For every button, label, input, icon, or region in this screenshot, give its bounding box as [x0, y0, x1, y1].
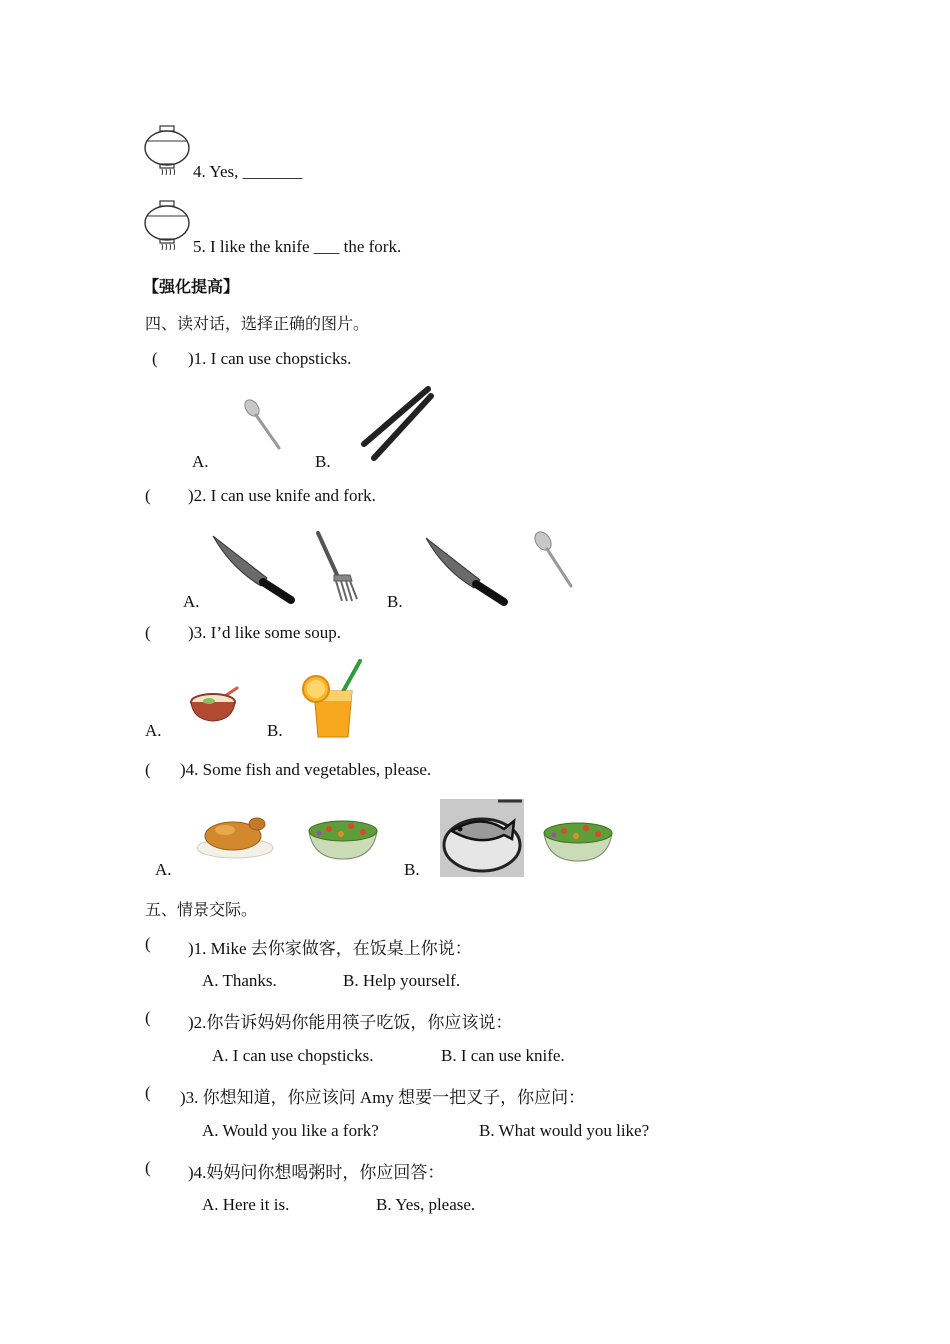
- section-4-title: 四、读对话，选择正确的图片。: [145, 314, 370, 333]
- roast-chicken-icon: [195, 812, 275, 860]
- option-a: A. I can use chopsticks.: [212, 1046, 374, 1065]
- option-a-label: A.: [155, 860, 172, 879]
- answer-paren: (: [145, 623, 151, 642]
- question-text: )2. I can use knife and fork.: [188, 486, 376, 505]
- option-b-label: B.: [404, 860, 420, 879]
- answer-paren: (: [145, 1158, 151, 1177]
- option-a-label: A.: [192, 452, 209, 471]
- option-a-label: A.: [183, 592, 200, 611]
- question-text: )3. I’d like some soup.: [188, 623, 341, 642]
- knife-icon: [424, 534, 510, 606]
- knife-icon: [211, 532, 297, 604]
- answer-paren: (: [145, 1083, 151, 1102]
- option-a: A. Here it is.: [202, 1195, 290, 1214]
- option-b-label: B.: [267, 721, 283, 740]
- answer-paren: (: [145, 934, 151, 953]
- option-b: B. Yes, please.: [376, 1195, 476, 1214]
- lantern-icon: [143, 199, 191, 253]
- question-text: )1. I can use chopsticks.: [188, 349, 352, 368]
- question-text: )3. 你想知道，你应该问 Amy 想要一把叉子，你应问：: [180, 1088, 586, 1107]
- option-a: A. Thanks.: [202, 971, 277, 990]
- item-4: 4. Yes, _______: [193, 162, 303, 181]
- salad-icon: [305, 815, 381, 861]
- question-text: )2.你告诉妈妈你能用筷子吃饭，你应该说：: [188, 1013, 513, 1032]
- section-5-title: 五、情景交际。: [145, 900, 258, 919]
- question-text: )4.妈妈问你想喝粥时，你应回答：: [188, 1163, 445, 1182]
- item-5: 5. I like the knife ___ the fork.: [193, 237, 402, 256]
- fork-icon: [314, 529, 362, 605]
- question-text: )4. Some fish and vegetables, please.: [180, 760, 432, 779]
- option-a: A. Would you like a fork?: [202, 1121, 379, 1140]
- spoon-icon: [533, 530, 575, 590]
- chopsticks-icon: [360, 386, 434, 462]
- soup-bowl-icon: [189, 684, 241, 724]
- spoon-icon: [243, 398, 283, 452]
- lantern-icon: [143, 124, 191, 178]
- fish-plate-icon: [440, 799, 524, 877]
- option-b: B. Help yourself.: [343, 971, 461, 990]
- option-b-label: B.: [387, 592, 403, 611]
- answer-paren: (: [152, 349, 158, 368]
- salad-icon: [540, 817, 616, 863]
- answer-paren: (: [145, 486, 151, 505]
- option-b: B. I can use knife.: [441, 1046, 565, 1065]
- section-header: 【强化提高】: [143, 277, 240, 296]
- option-b-label: B.: [315, 452, 331, 471]
- question-text: )1. Mike 去你家做客，在饭桌上你说：: [188, 939, 472, 958]
- answer-paren: (: [145, 1008, 151, 1027]
- answer-paren: (: [145, 760, 151, 779]
- option-a-label: A.: [145, 721, 162, 740]
- orange-juice-icon: [300, 657, 366, 741]
- option-b: B. What would you like?: [479, 1121, 650, 1140]
